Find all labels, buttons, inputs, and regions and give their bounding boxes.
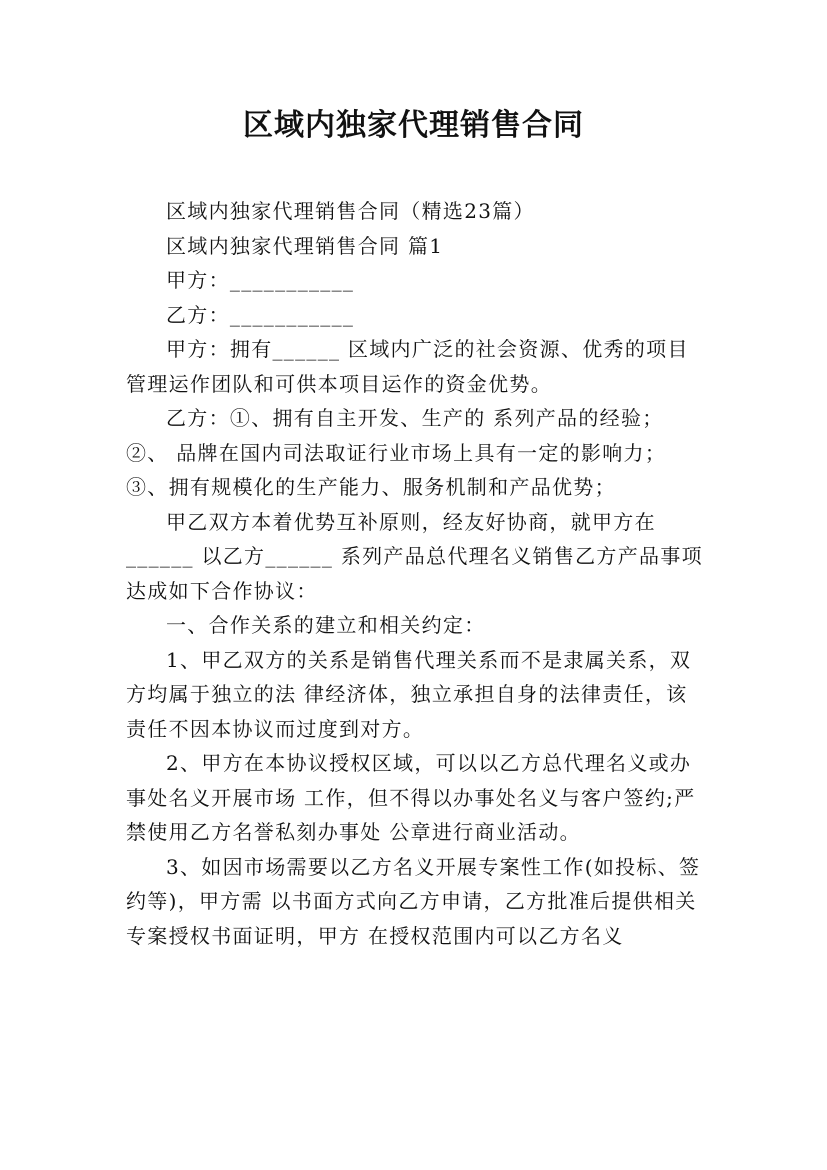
document-body — [126, 194, 706, 953]
paragraph-4: 乙方：___________ — [166, 302, 355, 327]
document-title: 区域内独家代理销售合同 — [243, 108, 584, 143]
paragraph-7: 甲乙双方本着优势互补原则，经友好协商，就甲方在______ 以乙方______ 系列产品总代理名义销售乙方产品事项达成如下合作协议： — [126, 509, 703, 603]
paragraph-2: 区域内独家代理销售合同 篇1 — [166, 233, 444, 258]
paragraph-3: 甲方：___________ — [166, 268, 355, 292]
paragraph-5: 甲方：拥有______ 区域内广泛的社会资源、优秀的项目管理运作团队和可供本项目运作的资金优势。 — [126, 337, 689, 396]
paragraph-11: 3、如因市场需要以乙方名义开展专案性工作(如投标、签约等)，甲方需 以书面方式向乙方申请，乙方批准后提供相关专案授权书面证明，甲方 在授权范围内可以乙方名义 — [126, 854, 701, 948]
paragraph-6: 乙方：①、拥有自主开发、生产的 系列产品的经验；②、 品牌在国内司法取证行业市场上具有一定的影响力；③、拥有规模化的生产能力、服务机制和产品优势； — [126, 406, 667, 499]
paragraph-10: 2、甲方在本协议授权区域，可以以乙方总代理名义或办事处名义开展市场 工作，但不得以办事处名义与客户签约;严禁使用乙方名誉私刻办事处 公章进行商业活动。 — [126, 751, 696, 844]
paragraph-9: 1、甲乙双方的关系是销售代理关系而不是隶属关系，双方均属于独立的法 律经济体，独立承担自身的法律责任，该责任不因本协议而过度到对方。 — [126, 647, 692, 741]
paragraph-8: 一、合作关系的建立和相关约定： — [166, 613, 486, 637]
paragraph-1: 区域内独家代理销售合同（精选23篇） — [166, 199, 535, 223]
